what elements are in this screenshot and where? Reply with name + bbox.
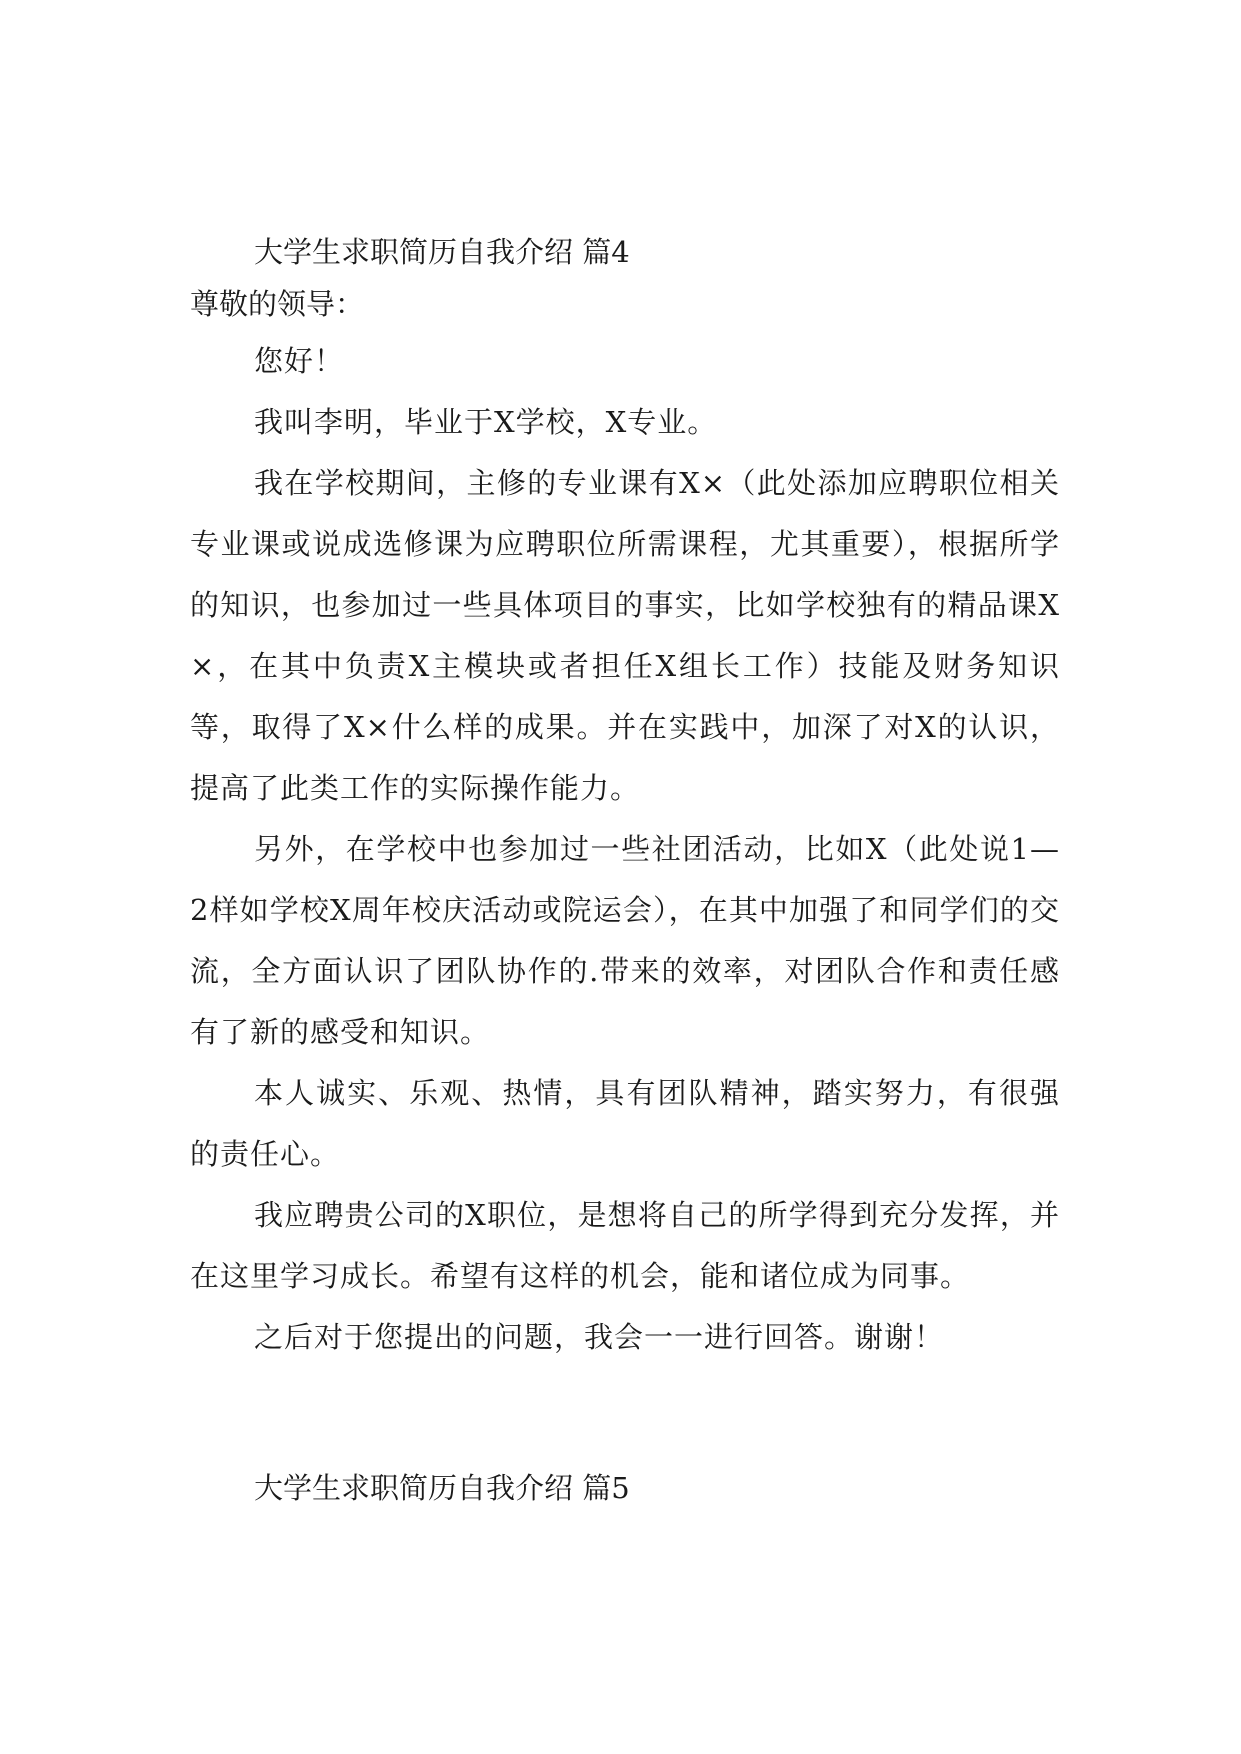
paragraph-activities: 另外，在学校中也参加过一些社团活动，比如X（此处说1—2样如学校X周年校庆活动或院运会），在其中加强了和同学们的交流，全方面认识了团队协作的.带来的效率，对团队合作和责任感有了新的感受和知识。 xyxy=(190,832,1060,1049)
section-heading-5: 大学生求职简历自我介绍 篇5 xyxy=(254,1471,630,1505)
paragraph-personality: 本人诚实、乐观、热情，具有团队精神，踏实努力，有很强的责任心。 xyxy=(190,1076,1060,1171)
paragraph-introduction: 我叫李明，毕业于X学校，X专业。 xyxy=(254,405,718,439)
paragraph-closing: 之后对于您提出的问题，我会一一进行回答。谢谢！ xyxy=(254,1320,945,1354)
salutation: 尊敬的领导： xyxy=(190,287,365,321)
section-spacer xyxy=(190,1368,1060,1458)
paragraph-greeting: 您好！ xyxy=(254,344,345,378)
paragraph-application: 我应聘贵公司的X职位，是想将自己的所学得到充分发挥，并在这里学习成长。希望有这样的机会，能和诸位成为同事。 xyxy=(190,1198,1060,1293)
paragraph-courses: 我在学校期间，主修的专业课有X×（此处添加应聘职位相关专业课或说成选修课为应聘职位所需课程，尤其重要），根据所学的知识，也参加过一些具体项目的事实，比如学校独有的精品课X×，在其中负责X主模块或者担任X组长工作）技能及财务知识等，取得了X×什么样的成果。并在实践中，加深了对X的认识，提高了此类工作的实际操作能力。 xyxy=(190,466,1060,805)
document-body xyxy=(190,222,1060,1519)
section-heading-4: 大学生求职简历自我介绍 篇4 xyxy=(254,235,630,269)
